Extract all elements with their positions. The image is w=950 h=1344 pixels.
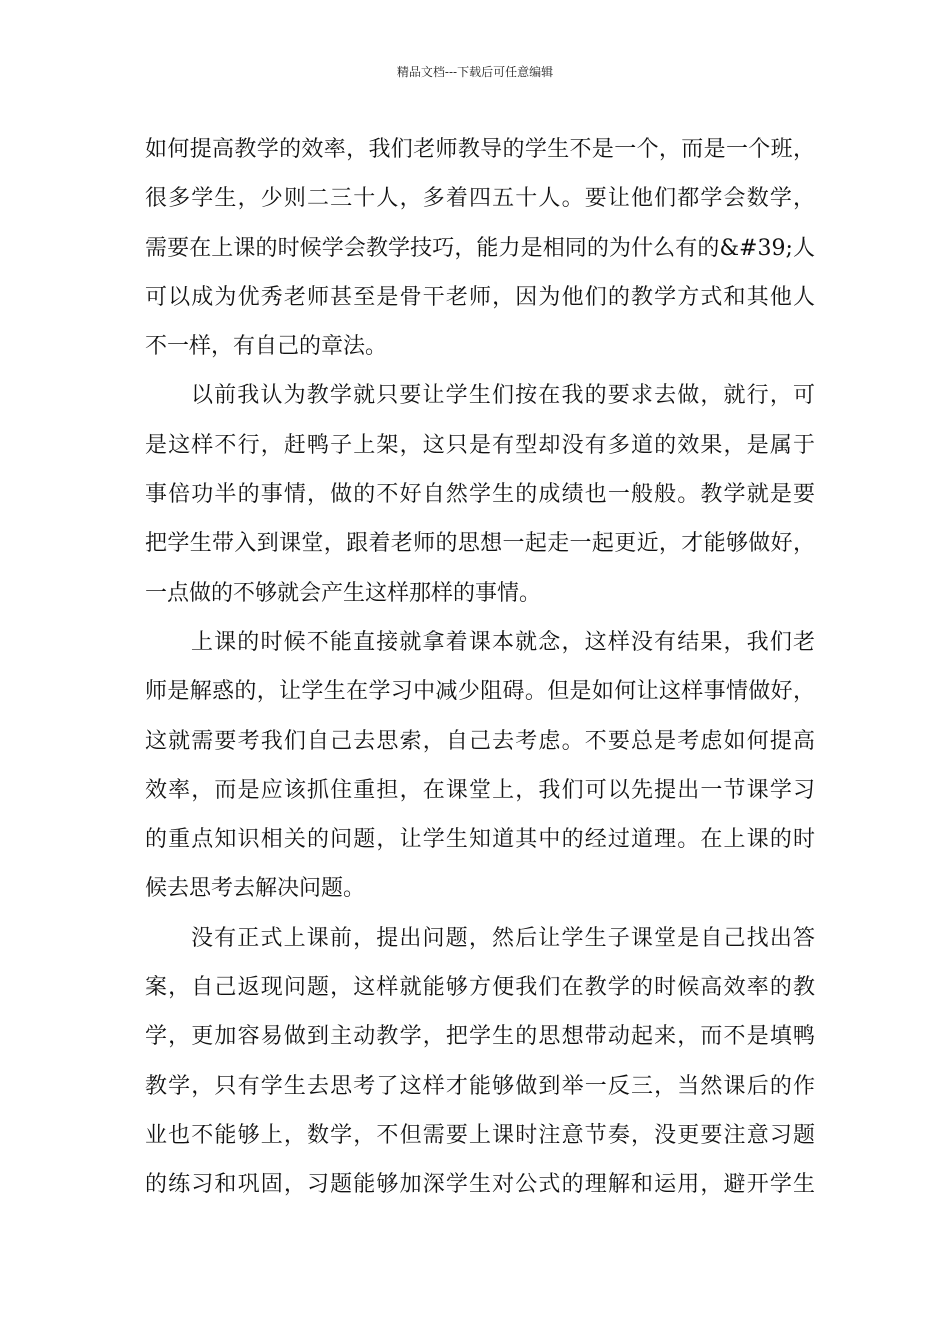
text-line: 如何提高教学的效率，我们老师教导的学生不是一个，而是一个班， — [145, 137, 815, 162]
text-line: 可以成为优秀老师甚至是骨干老师，因为他们的教学方式和其他人 — [145, 284, 815, 310]
text-line: 不一样，有自己的章法。 — [145, 334, 388, 360]
text-line: 的重点知识相关的问题，让学生知道其中的经过道理。在上课的时 — [145, 827, 815, 853]
paragraph-first-line: 上课的时候不能直接就拿着课本就念，这样没有结果，我们老 — [191, 629, 815, 655]
body-text — [145, 130, 815, 1215]
text-line: 是这样不行，赶鸭子上架，这只是有型却没有多道的效果，是属于 — [145, 432, 815, 458]
text-line: 师是解惑的，让学生在学习中减少阻碍。但是如何让这样事情做好， — [145, 679, 815, 705]
paragraph-first-line: 没有正式上课前，提出问题，然后让学生子课堂是自己找出答 — [191, 925, 815, 951]
text-line: 需要在上课的时候学会教学技巧，能力是相同的为什么有的&#39;人 — [145, 235, 815, 261]
text-line: 把学生带入到课堂，跟着老师的思想一起走一起更近，才能够做好， — [145, 531, 815, 557]
text-line: 候去思考去解决问题。 — [145, 876, 366, 902]
text-line: 很多学生，少则二三十人，多着四五十人。要让他们都学会数学， — [145, 186, 815, 212]
text-line: 效率，而是应该抓住重担，在课堂上，我们可以先提出一节课学习 — [145, 777, 815, 803]
text-line: 学，更加容易做到主动教学，把学生的思想带动起来，而不是填鸭 — [145, 1024, 815, 1050]
text-line: 教学，只有学生去思考了这样才能够做到举一反三，当然课后的作 — [145, 1073, 815, 1099]
text-line: 事倍功半的事情，做的不好自然学生的成绩也一般般。教学就是要 — [145, 482, 815, 508]
text-line: 的练习和巩固，习题能够加深学生对公式的理解和运用，避开学生 — [145, 1172, 815, 1198]
text-line: 案，自己返现问题，这样就能够方便我们在教学的时候高效率的教 — [145, 975, 815, 1001]
page-header: 精品文档---下载后可任意编辑 — [396, 65, 554, 79]
text-line: 一点做的不够就会产生这样那样的事情。 — [145, 580, 542, 606]
text-line: 业也不能够上，数学，不但需要上课时注意节奏，没更要注意习题 — [145, 1122, 815, 1148]
paragraph-first-line: 以前我认为教学就只要让学生们按在我的要求去做，就行，可 — [191, 383, 815, 409]
text-line: 这就需要考我们自己去思索，自己去考虑。不要总是考虑如何提高 — [145, 728, 815, 754]
